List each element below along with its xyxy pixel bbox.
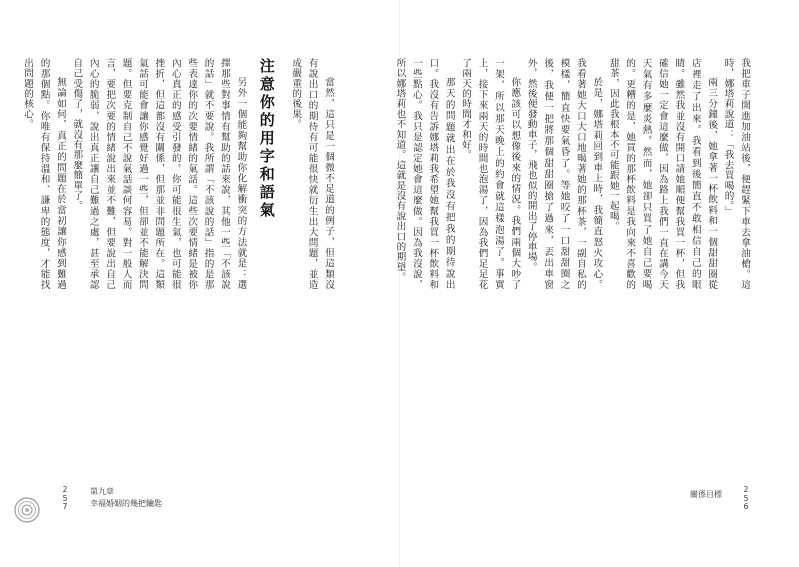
left-page-body <box>22 58 336 290</box>
book-title: 幸福婚姻的幾把鑰匙 <box>90 499 162 508</box>
right-paragraph-4: 你應該可以想像後來的情況。我們兩個大吵了一架，所以那天晚上的約會就這樣泡湯了。事實上，接下來兩天的時間也泡湯了，因為我們足足花了兩天的時間才和好。 <box>460 58 521 290</box>
right-paragraph-1: 我把車子開進加油站後，便趕緊下車去拿油槍。這時，娜塔莉說道：「我去買喝的。」 <box>722 58 750 290</box>
right-paragraph-5: 那天的問題就出在於我沒有把我的期待說出口。我沒有告訴娜塔莉我希望她幫我買一杯飲料和一些點心。我只是認定她會這麼做。因為我沒說，所以娜塔莉也不知道。這就是沒有說出口的期望。 <box>394 58 455 290</box>
right-running-head: 關係目標 <box>690 490 722 499</box>
decorative-ring-icon <box>14 497 40 523</box>
right-page-number-digit: 6 <box>743 502 749 511</box>
chapter-label: 第九章 <box>90 487 114 496</box>
left-page-number <box>58 486 72 512</box>
right-page-number-digit: 2 <box>743 485 749 494</box>
section-heading: 注意你的用字和語氣 <box>257 58 276 220</box>
right-paragraph-3: 於是，娜塔莉回到車上時，我簡直怒火攻心。我看著她大口大口地喝著她的那杯茶，一副自私的模樣，簡直快要氣昏了。等她咬了一口甜甜圈之後，我便一把將那個甜甜圈搶了過來，丟出車窗外，然後便發動車子，飛也似的開出了停車場。 <box>525 58 603 290</box>
left-page-number-digit: 7 <box>62 502 68 511</box>
left-page-number-digit: 2 <box>62 485 68 494</box>
left-paragraph-2: 無論如何，真正的問題在於當初讓你感到難過的那個點。你唯有保持溫和、謙卑的態度，才能找出問題的核心。 <box>22 58 66 290</box>
left-intro-paragraph: 當然，這只是一個微不足道的例子，但這類沒有說出口的期待有可能很快就衍生出大問題，並造成嚴重的後果。 <box>290 58 334 290</box>
right-page-number-digit: 5 <box>743 493 749 503</box>
right-page-body <box>394 58 752 290</box>
right-paragraph-2: 兩三分鐘後，她拿著一杯飲料和一個甜甜圈從店裡走了出來。我看到後簡直不敢相信自己的眼睛。雖然我並沒有開口請她順便幫我買一杯，但我確信她一定會這麼做，因為路上我們一直在講今天天氣有多麼炎熱。然而，她卻只買了她自己要喝的。更糟的是，她買的那杯飲料是我向來不喜歡的甜茶，因此我根本不可能跟她一起喝。 <box>607 58 718 290</box>
left-page-number-digit: 5 <box>62 493 68 503</box>
left-running-head <box>90 486 162 510</box>
right-page-number <box>739 486 753 512</box>
left-paragraph-1: 另外一個能夠幫助你化解衝突的方法就是：選擇那些對事情有幫助的話來說，其他一些「不該說的話」就不要說。我所謂「不該說的話」指的是那些表達你的次要情緒的氣話。這些次要情緒是被你內心真正的感受引發的。你可能很生氣，也可能很挫折，但這都沒有關係，但那並非問題所在。這類氣話可能會讓你感覺好過一些，但卻並不能解決問題。但要克制自己不說氣話談何容易。對一般人而言，要把次要的情緒說出來並不難，但要說出自己內心的脆弱，說出真正讓自己難過之處，甚至承認自己受傷了，就沒有那麼簡單了。 <box>71 58 247 290</box>
